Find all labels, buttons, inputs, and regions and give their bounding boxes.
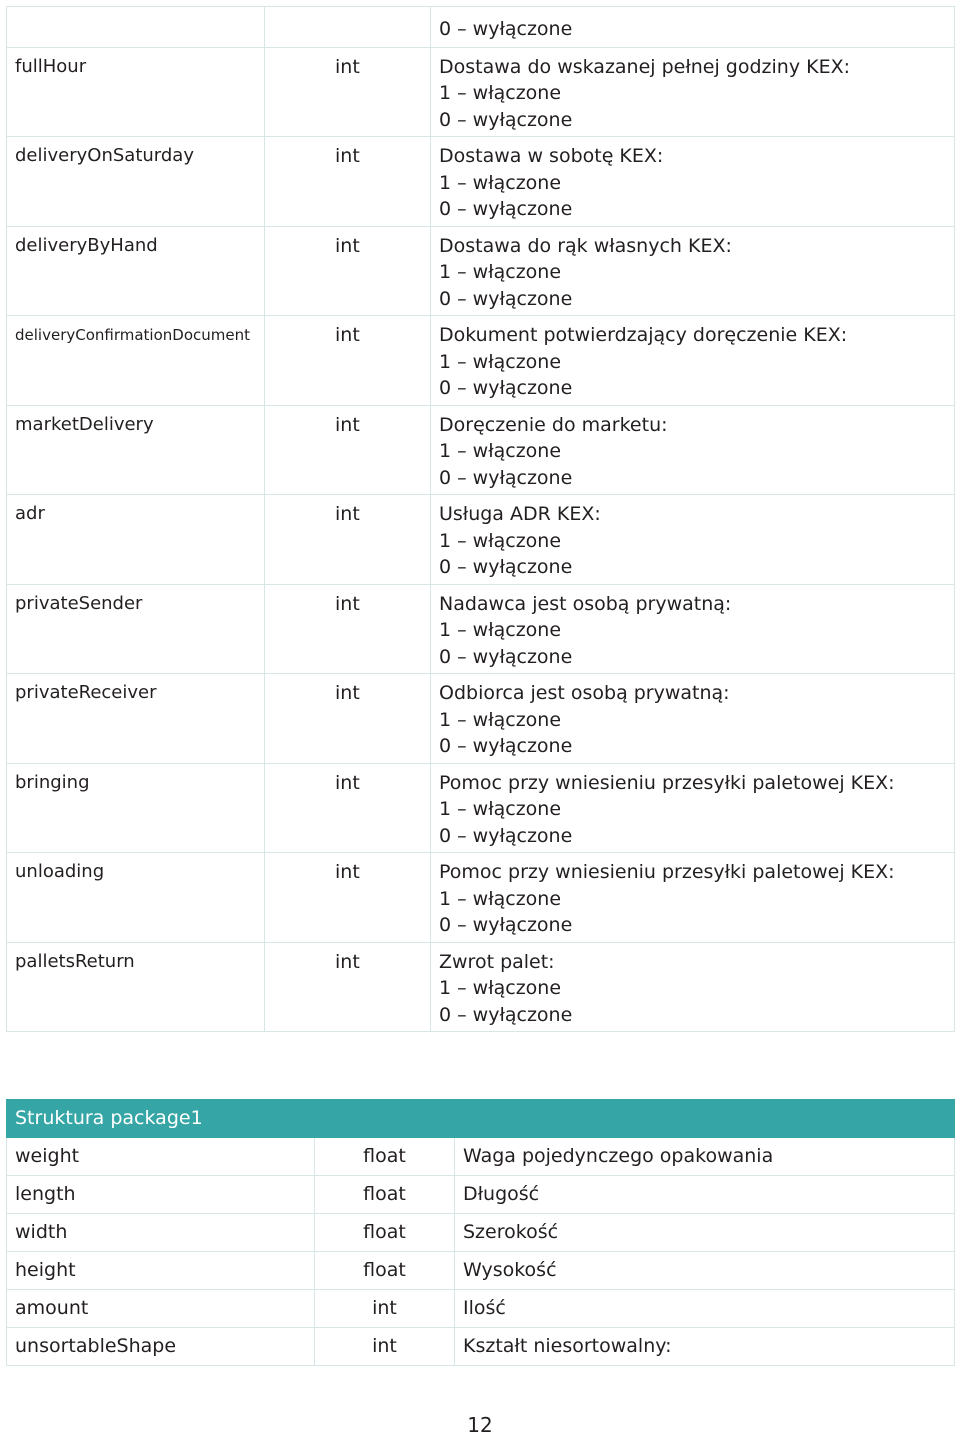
- field-name-cell: length: [7, 1176, 315, 1214]
- description-cell: [431, 7, 955, 48]
- field-name-cell: width: [7, 1214, 315, 1252]
- field-name-cell: unsortableShape: [7, 1328, 315, 1366]
- table-row: [7, 1214, 955, 1252]
- field-name-cell: bringing: [7, 763, 265, 853]
- option-off-text: 0 – wyłączone: [439, 198, 573, 220]
- option-off-text: 0 – wyłączone: [439, 735, 573, 757]
- table-header-row: [7, 1100, 955, 1138]
- table-row: [7, 1176, 955, 1214]
- option-on-text: 1 – włączone: [439, 798, 562, 820]
- type-cell: int: [265, 674, 431, 764]
- option-off-text: 0 – wyłączone: [439, 377, 573, 399]
- option-on-text: 1 – włączone: [439, 350, 562, 373]
- type-cell: int: [315, 1290, 455, 1328]
- type-cell: int: [265, 763, 431, 853]
- field-name-cell: unloading: [7, 853, 265, 943]
- option-on-text: 1 – włączone: [439, 261, 562, 283]
- option-off-text: 0 – wyłączone: [439, 287, 573, 310]
- table-row: [7, 853, 955, 943]
- type-cell: int: [265, 853, 431, 943]
- description-text: Pomoc przy wniesieniu przesyłki paletowej KEX:: [439, 771, 895, 794]
- option-off-text: 0 – wyłączone: [439, 18, 573, 40]
- description-cell: [431, 584, 955, 674]
- option-off-text: 0 – wyłączone: [439, 556, 573, 578]
- field-name-cell: weight: [7, 1138, 315, 1176]
- option-on-text: 1 – włączone: [439, 708, 562, 731]
- field-name-cell: adr: [7, 495, 265, 585]
- description-text: Dostawa do rąk własnych KEX:: [439, 234, 732, 257]
- package-structure-table: [6, 1099, 955, 1366]
- description-cell: [431, 226, 955, 316]
- description-cell: [431, 316, 955, 406]
- table-row: [7, 1252, 955, 1290]
- description-cell: Kształt niesortowalny:: [455, 1328, 955, 1366]
- table-row: [7, 1290, 955, 1328]
- option-off-text: 0 – wyłączone: [439, 108, 573, 131]
- type-cell: int: [265, 137, 431, 227]
- field-name-cell: fullHour: [7, 47, 265, 137]
- option-on-text: 1 – włączone: [439, 440, 562, 462]
- type-cell: int: [315, 1328, 455, 1366]
- table-row: [7, 226, 955, 316]
- type-cell: int: [265, 405, 431, 495]
- option-off-text: 0 – wyłączone: [439, 645, 573, 668]
- field-name-cell: palletsReturn: [7, 942, 265, 1032]
- option-on-text: 1 – włączone: [439, 529, 562, 552]
- table-row: [7, 47, 955, 137]
- table-row: [7, 1138, 955, 1176]
- type-cell: int: [265, 47, 431, 137]
- table-row: [7, 674, 955, 764]
- description-cell: [431, 763, 955, 853]
- option-off-text: 0 – wyłączone: [439, 914, 573, 936]
- description-cell: [431, 47, 955, 137]
- field-name-cell: amount: [7, 1290, 315, 1328]
- option-on-text: 1 – włączone: [439, 887, 562, 910]
- description-cell: [431, 942, 955, 1032]
- description-text: Dostawa do wskazanej pełnej godziny KEX:: [439, 55, 851, 78]
- description-text: Doręczenie do marketu:: [439, 413, 668, 436]
- table-row: [7, 495, 955, 585]
- type-cell: float: [315, 1214, 455, 1252]
- type-cell: float: [315, 1252, 455, 1290]
- description-text: Dostawa w sobotę KEX:: [439, 145, 664, 167]
- type-cell: int: [265, 942, 431, 1032]
- option-on-text: 1 – włączone: [439, 171, 562, 194]
- field-name-cell: privateSender: [7, 584, 265, 674]
- field-name-cell: deliveryConfirmationDocument: [7, 316, 265, 406]
- type-cell: int: [265, 226, 431, 316]
- table-row: [7, 1328, 955, 1366]
- type-cell: [265, 7, 431, 48]
- table-row: [7, 7, 955, 48]
- type-cell: float: [315, 1176, 455, 1214]
- field-name-cell: marketDelivery: [7, 405, 265, 495]
- description-cell: [431, 405, 955, 495]
- type-cell: float: [315, 1138, 455, 1176]
- description-text: Odbiorca jest osobą prywatną:: [439, 682, 730, 704]
- page-number: 12: [467, 1413, 493, 1437]
- table-row: [7, 763, 955, 853]
- description-cell: [431, 495, 955, 585]
- description-text: Dokument potwierdzający doręczenie KEX:: [439, 324, 848, 346]
- description-cell: [431, 137, 955, 227]
- description-cell: Długość: [455, 1176, 955, 1214]
- description-cell: Szerokość: [455, 1214, 955, 1252]
- type-cell: int: [265, 316, 431, 406]
- description-cell: Waga pojedynczego opakowania: [455, 1138, 955, 1176]
- type-cell: int: [265, 584, 431, 674]
- table-row: [7, 137, 955, 227]
- description-text: Pomoc przy wniesieniu przesyłki paletowej KEX:: [439, 861, 895, 883]
- table-row: [7, 942, 955, 1032]
- type-cell: int: [265, 495, 431, 585]
- option-on-text: 1 – włączone: [439, 977, 562, 999]
- field-name-cell: deliveryOnSaturday: [7, 137, 265, 227]
- field-name-cell: deliveryByHand: [7, 226, 265, 316]
- table-header: Struktura package1: [7, 1100, 955, 1138]
- option-off-text: 0 – wyłączone: [439, 466, 573, 489]
- description-text: Usługa ADR KEX:: [439, 503, 601, 525]
- table-row: [7, 405, 955, 495]
- table-row: [7, 316, 955, 406]
- description-cell: Ilość: [455, 1290, 955, 1328]
- option-on-text: 1 – włączone: [439, 82, 562, 104]
- option-off-text: 0 – wyłączone: [439, 824, 573, 847]
- table-row: [7, 584, 955, 674]
- field-name-cell: height: [7, 1252, 315, 1290]
- description-cell: [431, 853, 955, 943]
- description-text: Nadawca jest osobą prywatną:: [439, 592, 732, 615]
- option-off-text: 0 – wyłączone: [439, 1003, 573, 1026]
- description-cell: [431, 674, 955, 764]
- field-name-cell: privateReceiver: [7, 674, 265, 764]
- description-cell: Wysokość: [455, 1252, 955, 1290]
- description-text: Zwrot palet:: [439, 950, 555, 973]
- field-name-cell: [7, 7, 265, 48]
- field-options-table: [6, 6, 955, 1032]
- option-on-text: 1 – włączone: [439, 619, 562, 641]
